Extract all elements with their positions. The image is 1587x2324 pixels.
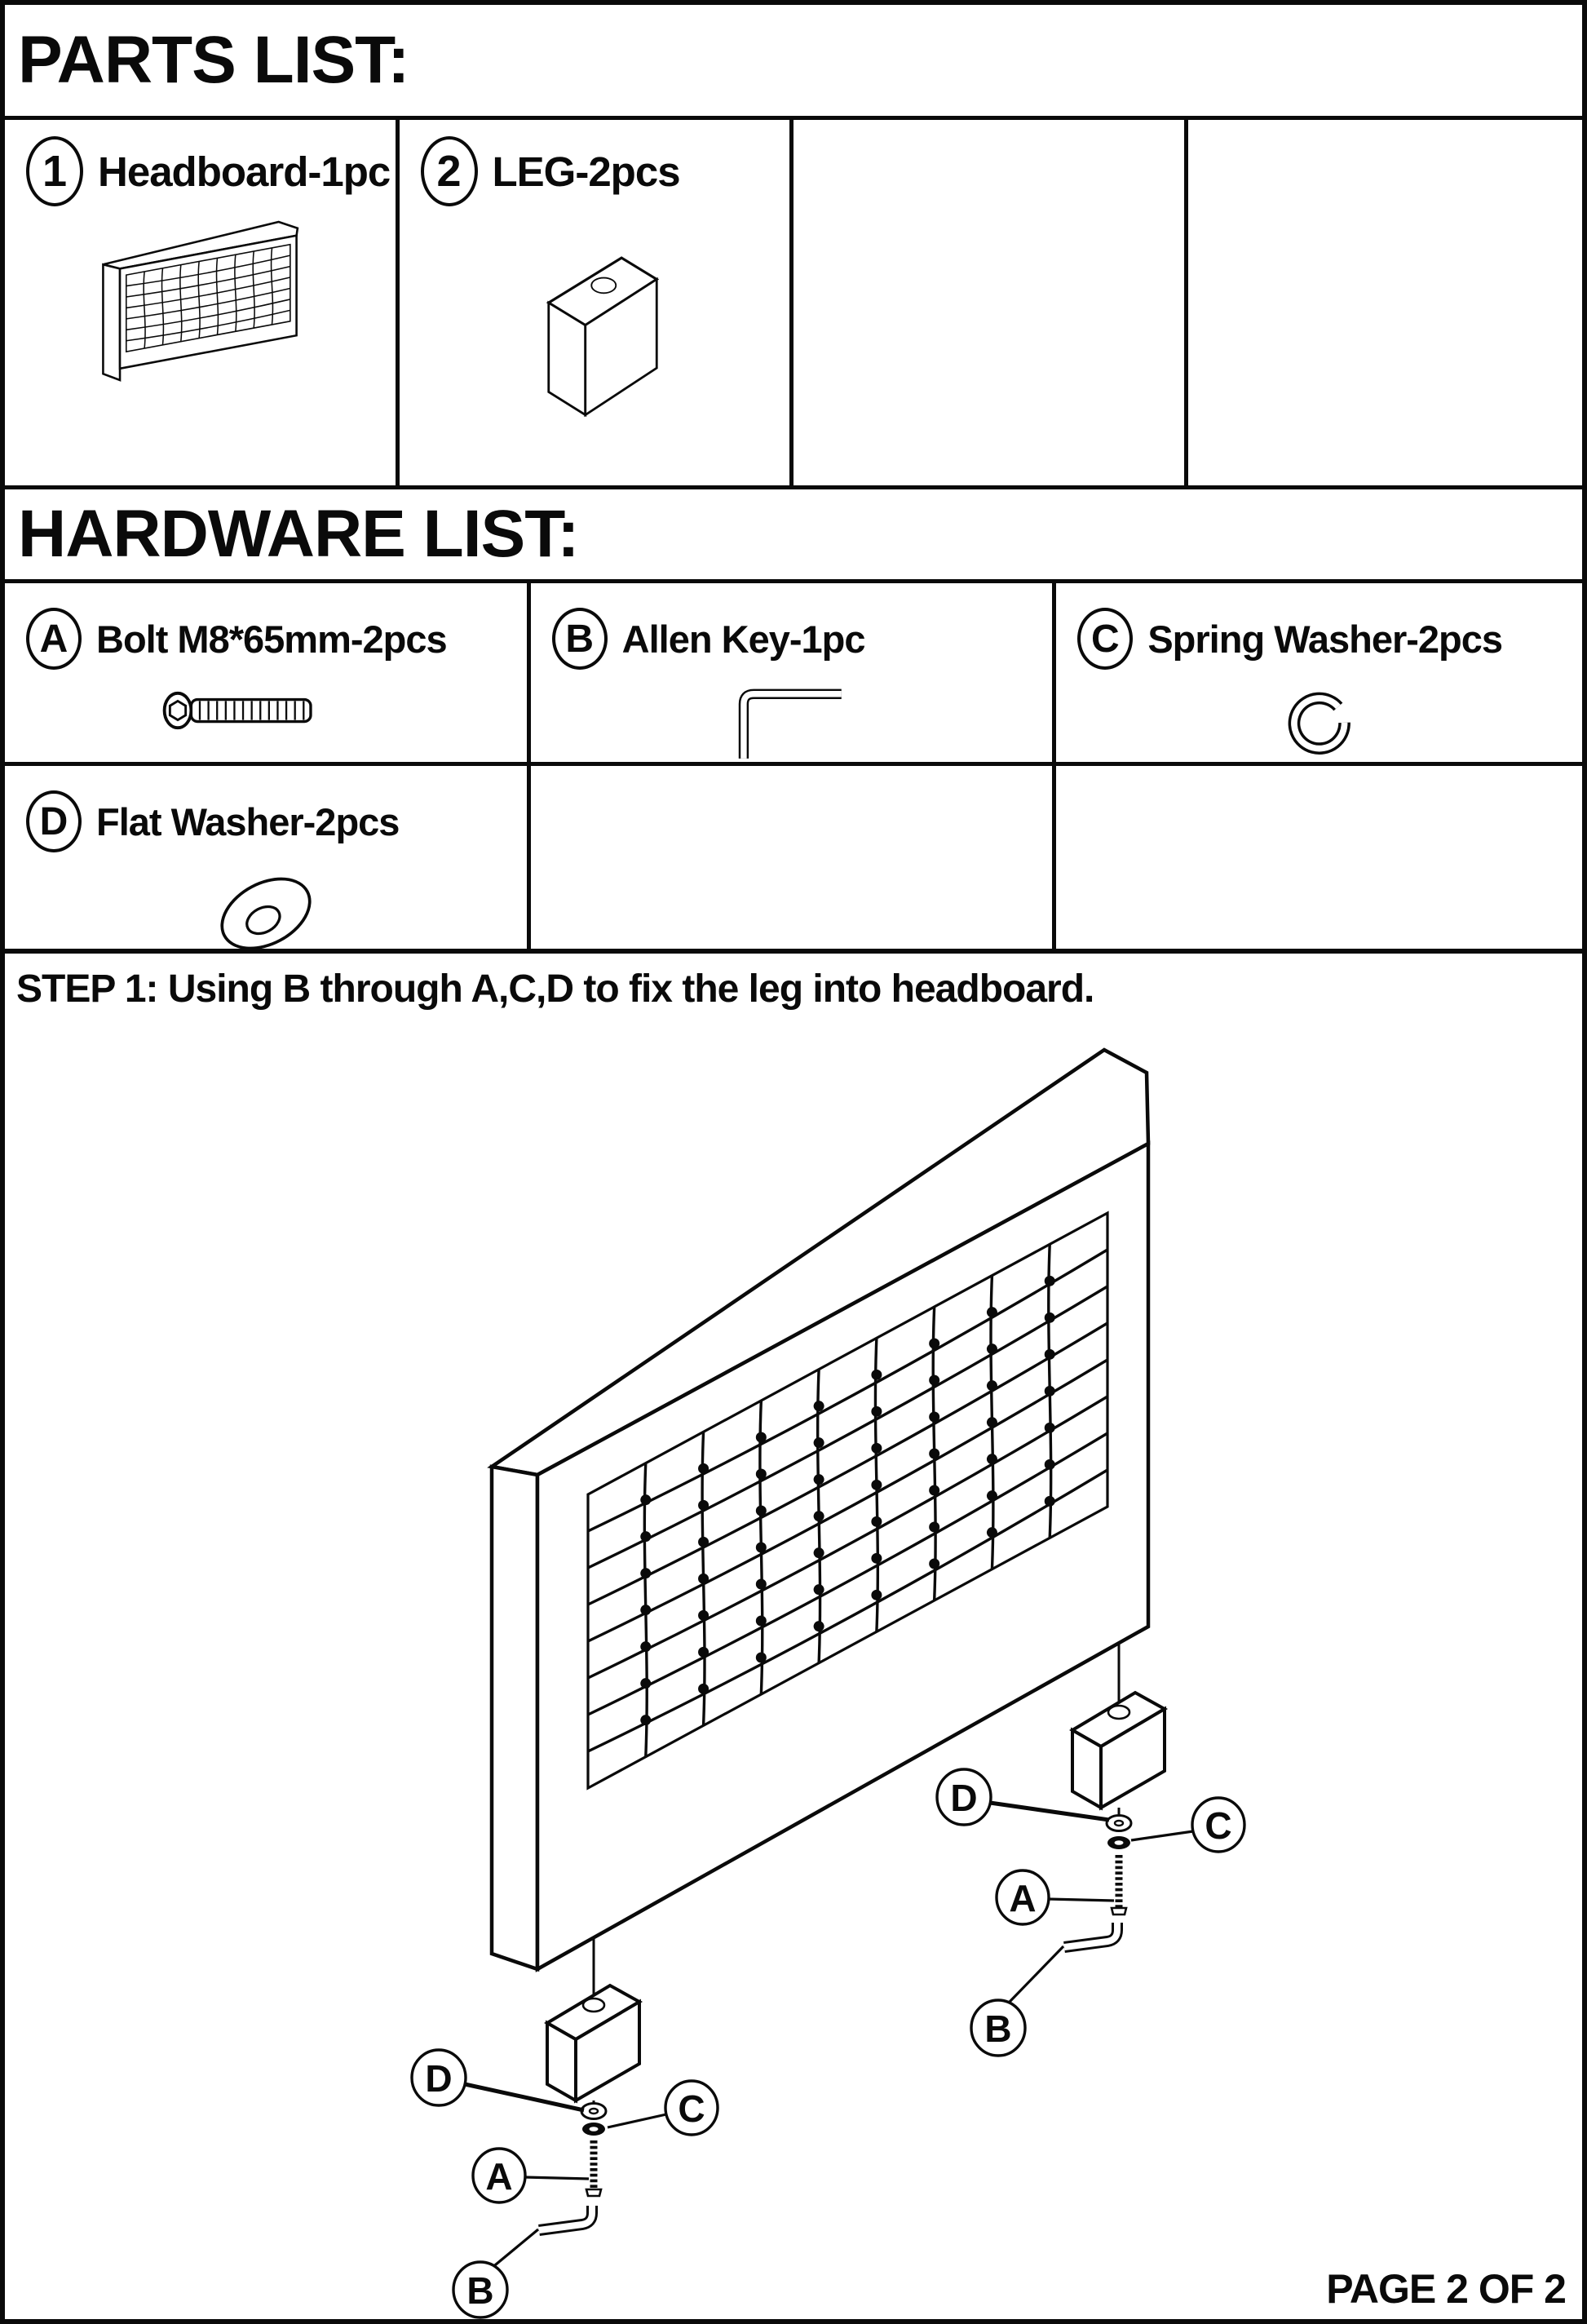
callout-letter: C (1205, 1804, 1232, 1847)
callout-leader-C (608, 2114, 666, 2127)
callout-letter: A (485, 2155, 513, 2198)
hw-cell-spring-washer (1056, 583, 1582, 766)
bolt-head (586, 2189, 601, 2196)
callout-letter: A (1009, 1877, 1037, 1919)
part-head (400, 120, 790, 206)
callout-leader-A (1048, 1899, 1114, 1901)
callout-leader-A (524, 2177, 589, 2179)
flat-washer (1107, 1816, 1131, 1831)
step-title: STEP 1: Using B through A,C,D to fix the leg into headboard. (16, 967, 1094, 1011)
callout-letter: B (466, 2269, 494, 2312)
hw-label: Allen Key-1pc (621, 617, 865, 661)
hw-cell-bolt (5, 583, 531, 766)
part-label: LEG-2pcs (492, 148, 680, 195)
hardware-table (5, 583, 1582, 954)
empty-cell (794, 120, 1188, 485)
parts-list-header (5, 5, 1582, 120)
hw-label: Bolt M8*65mm-2pcs (96, 617, 447, 661)
part-cell-leg (400, 120, 794, 485)
headboard-side-post (492, 1467, 537, 1969)
bolt-icon (156, 678, 376, 743)
hw-label: Flat Washer-2pcs (96, 799, 400, 843)
hw-head (5, 583, 527, 670)
hw-letter-badge: C (1077, 608, 1133, 670)
callout-letter: C (678, 2087, 705, 2130)
hw-letter-badge: B (552, 608, 608, 670)
step-diagram (5, 1017, 1582, 2322)
left-leg-assembly (412, 1937, 718, 2317)
parts-table (5, 120, 1582, 489)
part-label: Headboard-1pc (98, 148, 391, 195)
part-number-badge: 1 (26, 136, 83, 206)
parts-list-title: PARTS LIST: (18, 23, 409, 97)
page-number: PAGE 2 OF 2 (1326, 2266, 1566, 2312)
flat-washer-icon (188, 861, 343, 949)
part-cell-headboard (5, 120, 400, 485)
leg-part-icon (472, 215, 717, 447)
hw-cell-allen-key (531, 583, 1057, 766)
step-section (5, 954, 1582, 2324)
callout-leader-B (491, 2229, 538, 2269)
hw-letter-badge: A (26, 608, 82, 670)
hardware-list-header (5, 489, 1582, 583)
callout-letter: B (984, 2007, 1012, 2050)
part-head (5, 120, 396, 206)
callout-leader-C (1131, 1831, 1193, 1840)
part-number-badge: 2 (421, 136, 478, 206)
hw-label: Spring Washer-2pcs (1147, 617, 1503, 661)
callout-leader-D (990, 1803, 1109, 1820)
hw-head (5, 766, 527, 852)
bolt-head (1112, 1908, 1126, 1915)
callout-letter: D (425, 2057, 453, 2100)
empty-cell (1188, 120, 1583, 485)
flat-washer (581, 2104, 606, 2119)
hw-letter-badge: D (26, 790, 82, 852)
hw-head (531, 583, 1053, 670)
empty-cell (531, 766, 1057, 949)
callout-letter: D (950, 1777, 978, 1819)
headboard-part-icon (73, 215, 326, 451)
hardware-list-title: HARDWARE LIST: (18, 497, 579, 571)
empty-cell (1056, 766, 1582, 949)
hw-head (1056, 583, 1582, 670)
hw-cell-flat-washer (5, 766, 531, 949)
allen-key-icon (697, 678, 885, 764)
callout-leader-B (1010, 1946, 1063, 2002)
spring-washer-icon (1271, 678, 1368, 766)
